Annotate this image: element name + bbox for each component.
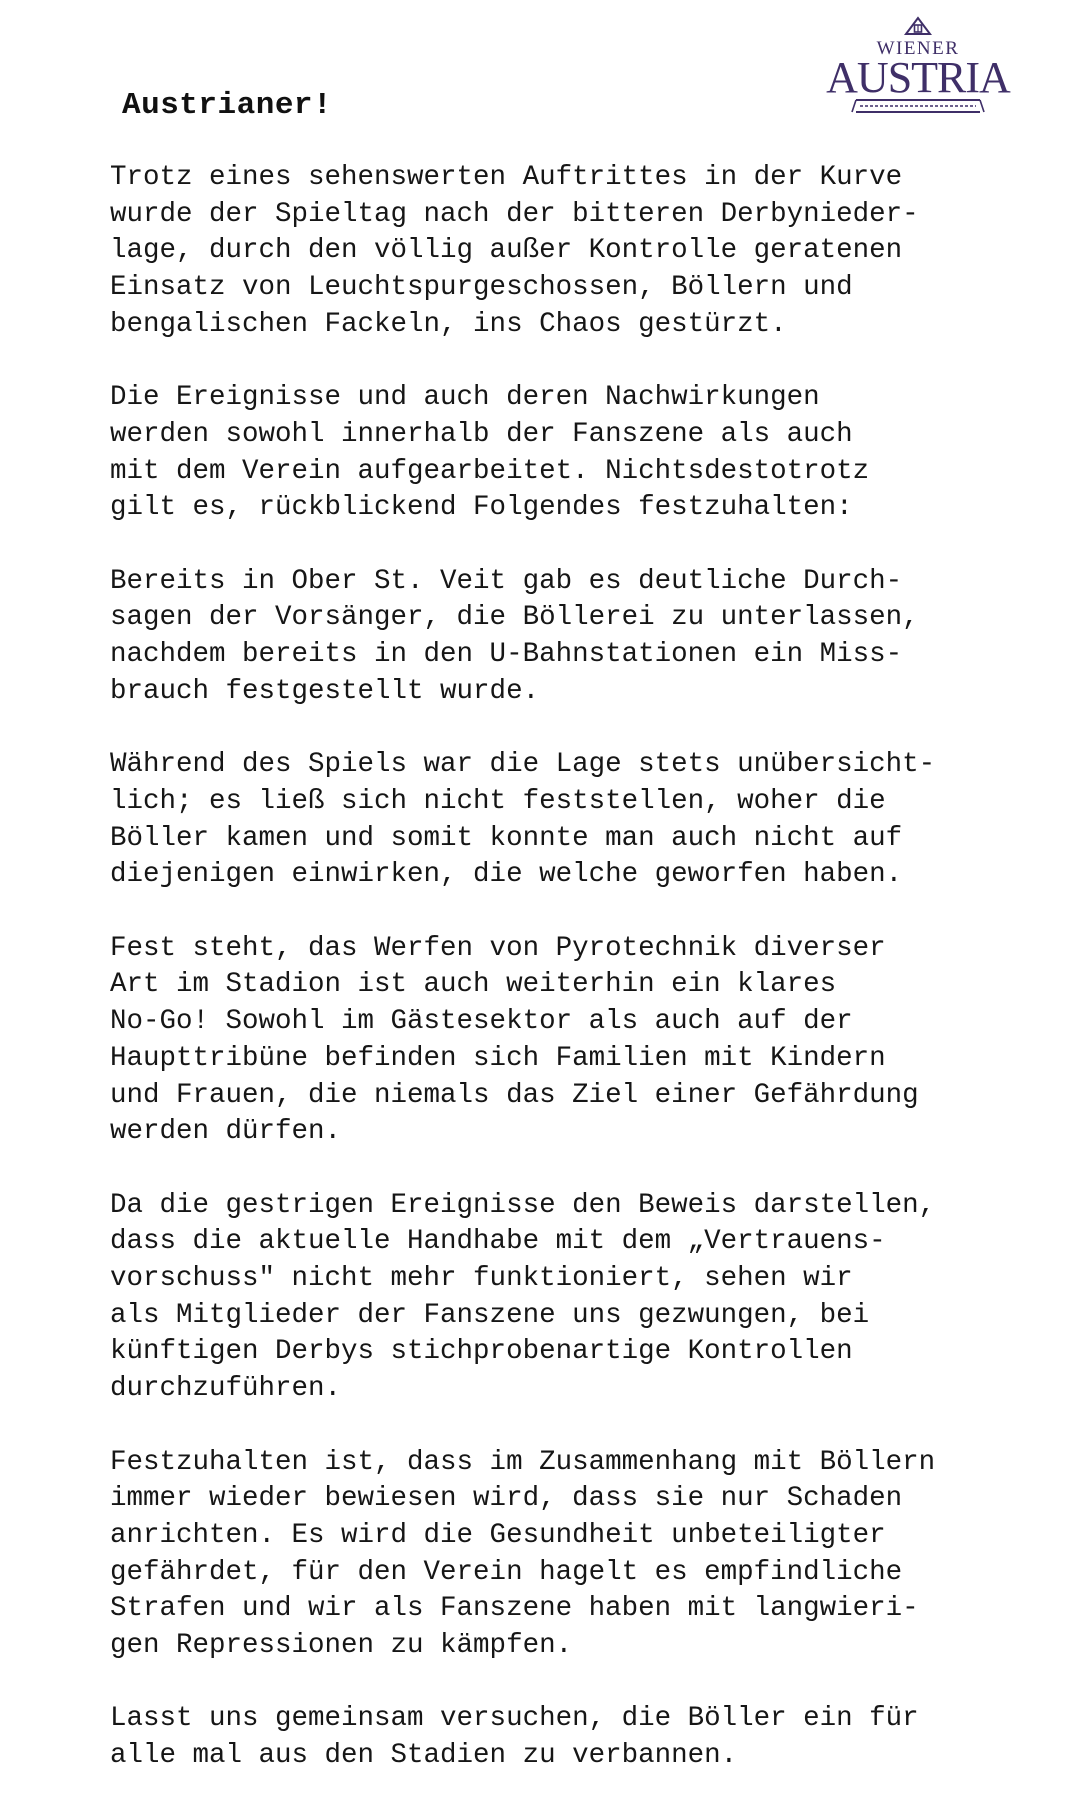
logo-line2: AUSTRIA xyxy=(826,53,1010,102)
page-title: Austrianer! xyxy=(122,88,333,123)
paragraph-4 xyxy=(110,747,1010,894)
text-line: Festzuhalten ist, dass im Zusammenhang mit Böllern xyxy=(110,1446,936,1478)
paragraph-8 xyxy=(110,1701,1010,1774)
text-line: dass die aktuelle Handhabe mit dem „Vertrauens- xyxy=(110,1226,886,1258)
text-line: Böller kamen und somit konnte man auch nicht auf xyxy=(110,822,903,854)
text-line: Haupttribüne befinden sich Familien mit Kindern xyxy=(110,1042,886,1074)
text-line: Die Ereignisse und auch deren Nachwirkungen xyxy=(110,382,820,414)
text-line: Während des Spiels war die Lage stets unübersicht- xyxy=(110,749,936,781)
paragraph-7 xyxy=(110,1445,1010,1665)
text-line: Art im Stadion ist auch weiterhin ein klares xyxy=(110,969,837,1001)
text-line: gilt es, rückblickend Folgendes festzuhalten: xyxy=(110,492,853,524)
text-line: Trotz eines sehenswerten Auftrittes in der Kurve xyxy=(110,162,903,193)
text-line: künftigen Derbys stichprobenartige Kontrollen xyxy=(110,1336,853,1368)
statement-body xyxy=(110,160,1010,1812)
text-line: bengalischen Fackeln, ins Chaos gestürzt. xyxy=(110,308,787,340)
text-line: No-Go! Sowohl im Gästesektor als auch auf der xyxy=(110,1006,853,1038)
text-line: nachdem bereits in den U-Bahnstationen ein Miss- xyxy=(110,639,903,671)
text-line: vorschuss" nicht mehr funktioniert, sehen wir xyxy=(110,1263,853,1295)
logo-line1: WIENER xyxy=(876,38,960,59)
text-line: immer wieder bewiesen wird, dass sie nur Schaden xyxy=(110,1483,903,1515)
text-line: Strafen und wir als Fanszene haben mit langwieri- xyxy=(110,1593,919,1625)
text-line: als Mitglieder der Fanszene uns gezwungen, bei xyxy=(110,1299,870,1331)
paragraph-6 xyxy=(110,1188,1010,1408)
text-line: und Frauen, die niemals das Ziel einer Gefährdung xyxy=(110,1079,919,1111)
text-line: werden sowohl innerhalb der Fanszene als auch xyxy=(110,418,853,450)
paragraph-1 xyxy=(110,160,1010,344)
text-line: lich; es ließ sich nicht feststellen, woher die xyxy=(110,785,886,817)
text-line: gen Repressionen zu kämpfen. xyxy=(110,1630,573,1662)
logo-emblem-icon xyxy=(826,14,1010,118)
text-line: Fest steht, das Werfen von Pyrotechnik diverser xyxy=(110,932,886,964)
paragraph-3 xyxy=(110,564,1010,711)
text-line: wurde der Spieltag nach der bitteren Derbynieder- xyxy=(110,198,919,230)
text-line: brauch festgestellt wurde. xyxy=(110,675,540,707)
text-line: Lasst uns gemeinsam versuchen, die Böller ein für xyxy=(110,1703,919,1735)
paragraph-5 xyxy=(110,931,1010,1151)
wiener-austria-logo xyxy=(826,14,1010,118)
text-line: Bereits in Ober St. Veit gab es deutliche Durch- xyxy=(110,565,903,597)
text-line: werden dürfen. xyxy=(110,1116,342,1148)
text-line: gefährdet, für den Verein hagelt es empfindliche xyxy=(110,1556,903,1588)
text-line: diejenigen einwirken, die welche geworfen haben. xyxy=(110,859,903,891)
text-line: mit dem Verein aufgearbeitet. Nichtsdestotrotz xyxy=(110,455,870,487)
text-line: Da die gestrigen Ereignisse den Beweis darstellen, xyxy=(110,1189,936,1221)
text-line: Einsatz von Leuchtspurgeschossen, Böllern und xyxy=(110,272,853,304)
text-line: durchzuführen. xyxy=(110,1373,342,1405)
text-line: lage, durch den völlig außer Kontrolle geratenen xyxy=(110,235,903,267)
text-line: anrichten. Es wird die Gesundheit unbeteiligter xyxy=(110,1519,886,1551)
text-line: sagen der Vorsänger, die Böllerei zu unterlassen, xyxy=(110,602,919,634)
paragraph-2 xyxy=(110,380,1010,527)
text-line: alle mal aus den Stadien zu verbannen. xyxy=(110,1740,738,1772)
